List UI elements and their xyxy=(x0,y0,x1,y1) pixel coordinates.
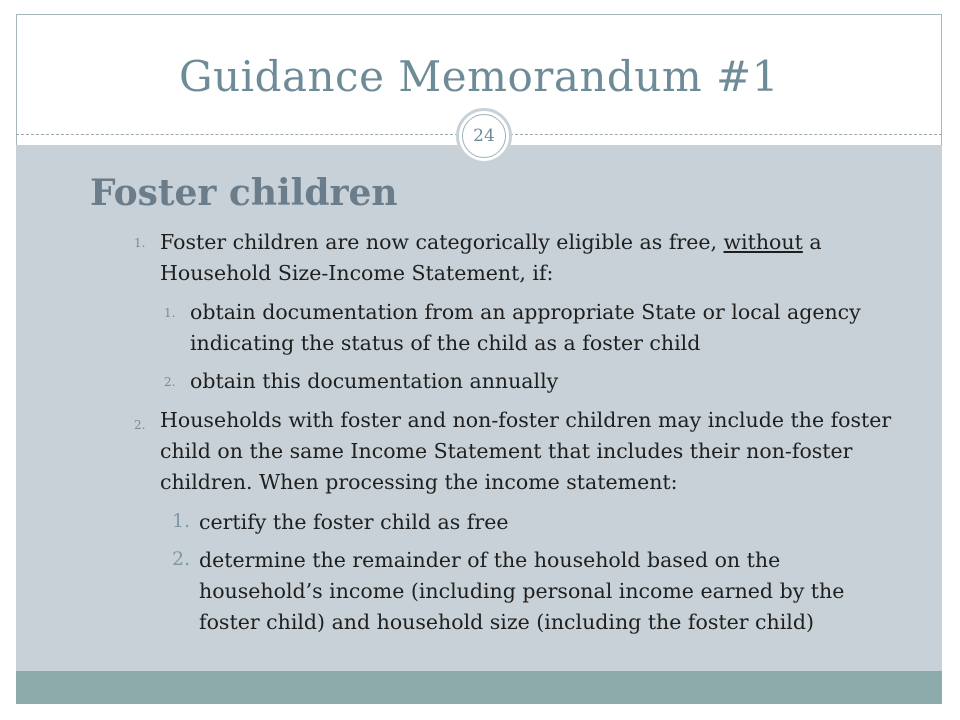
page-number-badge xyxy=(456,108,512,164)
item-2-2-text: determine the remainder of the household based on the household’s income (including personal income earned by the foster child) and household size (including the foster child) xyxy=(199,548,845,634)
page-number: 24 xyxy=(462,114,506,158)
item-1-text-after: a Household Size-Income Statement, if: xyxy=(160,230,822,285)
section-heading: Foster children xyxy=(90,172,398,214)
item-1-1-number: 1. xyxy=(164,306,176,320)
item-2-text: Households with foster and non-foster children may include the foster child on the same Income Statement that includes their non-foster children. When processing the income statement: xyxy=(160,408,892,494)
footer-band xyxy=(16,671,942,704)
item-1-text xyxy=(160,227,900,289)
item-1-emphasis: without xyxy=(723,230,803,254)
item-1-text-before: Foster children are now categorically eligible as free, xyxy=(160,230,724,254)
item-2-1-text: certify the foster child as free xyxy=(199,510,509,534)
slide-title: Guidance Memorandum #1 xyxy=(179,52,779,101)
item-2-2-number: 2. xyxy=(172,548,191,570)
item-1-2-text: obtain this documentation annually xyxy=(190,369,559,393)
item-2-1-number: 1. xyxy=(172,510,191,532)
item-1-1-text: obtain documentation from an appropriate State or local agency indicating the status of the child as a foster child xyxy=(190,300,861,355)
item-2-number: 2. xyxy=(134,418,146,432)
item-1-number: 1. xyxy=(134,236,146,250)
item-1-2-number: 2. xyxy=(164,375,176,389)
